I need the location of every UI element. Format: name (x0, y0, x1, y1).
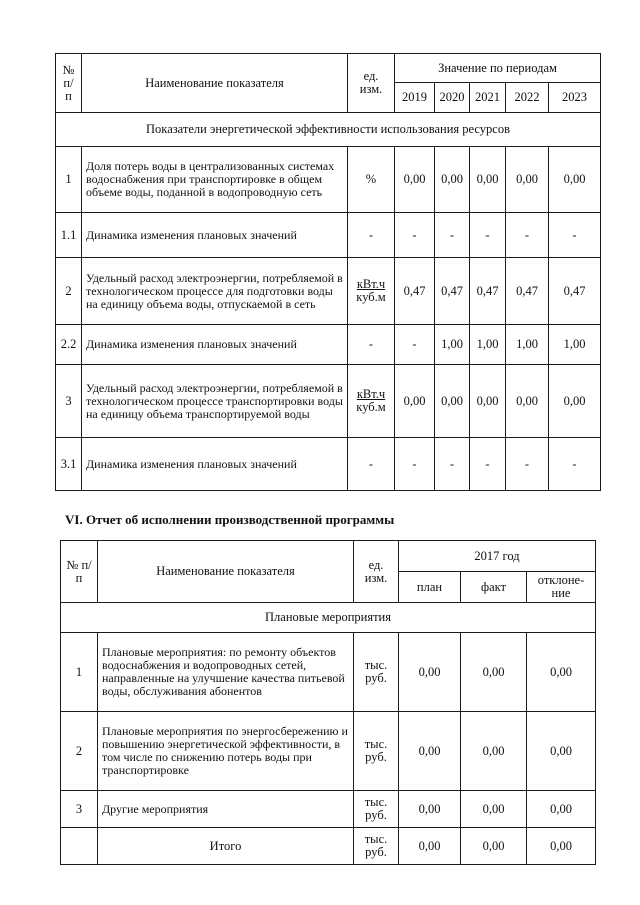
row-value: 0,47 (395, 258, 435, 325)
row-plan: 0,00 (399, 633, 461, 712)
section-header: Показатели энергетической эффективности использования ресурсов (56, 113, 601, 147)
row-value: - (435, 438, 470, 491)
table-row (56, 325, 601, 365)
row-value: 0,00 (549, 365, 601, 438)
row-value: 0,00 (435, 365, 470, 438)
row-value: - (435, 213, 470, 258)
row-plan: 0,00 (399, 791, 461, 828)
total-label: Итого (98, 828, 354, 865)
row-name: Плановые мероприятия: по ремонту объектов водоснабжения и водопроводных сетей, направленные на улучшение качества питьевой воды, обслуживания абонентов (98, 633, 354, 712)
row-name: Динамика изменения плановых значений (82, 438, 348, 491)
row-num: 2.2 (56, 325, 82, 365)
year-header: 2022 (506, 83, 549, 113)
row-name: Плановые мероприятия по энергосбережению и повышению энергетической эффективности, в том числе по снижению потерь воды при транспортировке (98, 712, 354, 791)
col-header-name: Наименование показателя (82, 54, 348, 113)
row-value: - (470, 213, 506, 258)
row-unit: тыс. руб. (354, 633, 399, 712)
col-header-num: № п/п (61, 541, 98, 603)
row-deviation: 0,00 (527, 633, 596, 712)
unit-top: - (368, 337, 374, 351)
row-value: - (549, 438, 601, 491)
section-title: VI. Отчет об исполнении производственной программы (65, 512, 395, 527)
year-header: 2019 (395, 83, 435, 113)
col-header-periods: Значение по периодам (395, 54, 601, 83)
row-value: 0,00 (395, 147, 435, 213)
col-header-plan: план (399, 572, 461, 603)
row-value: 0,00 (435, 147, 470, 213)
unit-top: % (365, 172, 377, 186)
row-value: - (506, 438, 549, 491)
table-row (61, 633, 596, 712)
row-num: 1 (61, 633, 98, 712)
row-value: 0,47 (470, 258, 506, 325)
row-name: Доля потерь воды в централизованных системах водоснабжения при транспортировке в общем объеме воды, поданной в водопроводную сеть (82, 147, 348, 213)
row-value: 1,00 (549, 325, 601, 365)
col-header-name: Наименование показателя (98, 541, 354, 603)
col-header-fact: факт (461, 572, 527, 603)
row-value: 0,00 (506, 147, 549, 213)
col-header-unit: ед. изм. (354, 541, 399, 603)
row-name: Удельный расход электроэнергии, потребляемой в технологическом процессе транспортировки воды на единицу объема транспортируемой воды (82, 365, 348, 438)
row-value: - (395, 325, 435, 365)
year-header: 2021 (470, 83, 506, 113)
row-unit (348, 147, 395, 213)
row-unit (348, 365, 395, 438)
row-unit (348, 438, 395, 491)
total-fact: 0,00 (461, 828, 527, 865)
row-num: 3.1 (56, 438, 82, 491)
row-value: 1,00 (470, 325, 506, 365)
table-row (56, 365, 601, 438)
row-fact: 0,00 (461, 633, 527, 712)
total-deviation: 0,00 (527, 828, 596, 865)
row-num: 1.1 (56, 213, 82, 258)
row-value: 1,00 (506, 325, 549, 365)
row-num: 2 (56, 258, 82, 325)
row-value: - (506, 213, 549, 258)
total-plan: 0,00 (399, 828, 461, 865)
row-unit: тыс. руб. (354, 791, 399, 828)
row-value: 0,00 (506, 365, 549, 438)
table-row (56, 258, 601, 325)
row-value: - (395, 438, 435, 491)
row-name: Динамика изменения плановых значений (82, 325, 348, 365)
unit-bottom: куб.м (356, 290, 386, 304)
row-unit: тыс. руб. (354, 712, 399, 791)
row-deviation: 0,00 (527, 791, 596, 828)
col-header-unit: ед. изм. (348, 54, 395, 113)
row-num: 1 (56, 147, 82, 213)
row-value: 0,47 (435, 258, 470, 325)
table-row-total (61, 828, 596, 865)
row-value: 0,47 (549, 258, 601, 325)
table-row (56, 438, 601, 491)
row-value: 0,47 (506, 258, 549, 325)
unit-top: - (368, 456, 374, 471)
unit-bottom: куб.м (356, 400, 386, 414)
total-num-cell (61, 828, 98, 865)
row-num: 2 (61, 712, 98, 791)
row-value: 1,00 (435, 325, 470, 365)
table-row (61, 712, 596, 791)
row-plan: 0,00 (399, 712, 461, 791)
row-name: Удельный расход электроэнергии, потребляемой в технологическом процессе для подготовки воды на единицу объема воды, отпускаемой в сеть (82, 258, 348, 325)
row-deviation: 0,00 (527, 712, 596, 791)
energy-efficiency-table (55, 53, 601, 491)
row-fact: 0,00 (461, 712, 527, 791)
row-name: Динамика изменения плановых значений (82, 213, 348, 258)
col-header-deviation: отклоне- ние (527, 572, 596, 603)
row-num: 3 (56, 365, 82, 438)
year-header: 2023 (549, 83, 601, 113)
row-value: - (470, 438, 506, 491)
production-program-table (60, 540, 596, 865)
row-value: 0,00 (549, 147, 601, 213)
unit-top: кВт.ч (356, 277, 386, 291)
total-unit: тыс. руб. (354, 828, 399, 865)
unit-top: - (368, 227, 374, 242)
section-header: Плановые мероприятия (61, 603, 596, 633)
row-value: 0,00 (395, 365, 435, 438)
row-name: Другие мероприятия (98, 791, 354, 828)
table-row (61, 791, 596, 828)
row-fact: 0,00 (461, 791, 527, 828)
col-header-num: № п/ п (56, 54, 82, 113)
row-value: 0,00 (470, 147, 506, 213)
row-unit (348, 258, 395, 325)
row-value: 0,00 (470, 365, 506, 438)
unit-top: кВт.ч (356, 387, 386, 401)
row-unit (348, 325, 395, 365)
col-header-year: 2017 год (399, 541, 596, 572)
row-num: 3 (61, 791, 98, 828)
row-unit (348, 213, 395, 258)
table-row (56, 213, 601, 258)
row-value: - (395, 213, 435, 258)
year-header: 2020 (435, 83, 470, 113)
row-value: - (549, 213, 601, 258)
table-row (56, 147, 601, 213)
